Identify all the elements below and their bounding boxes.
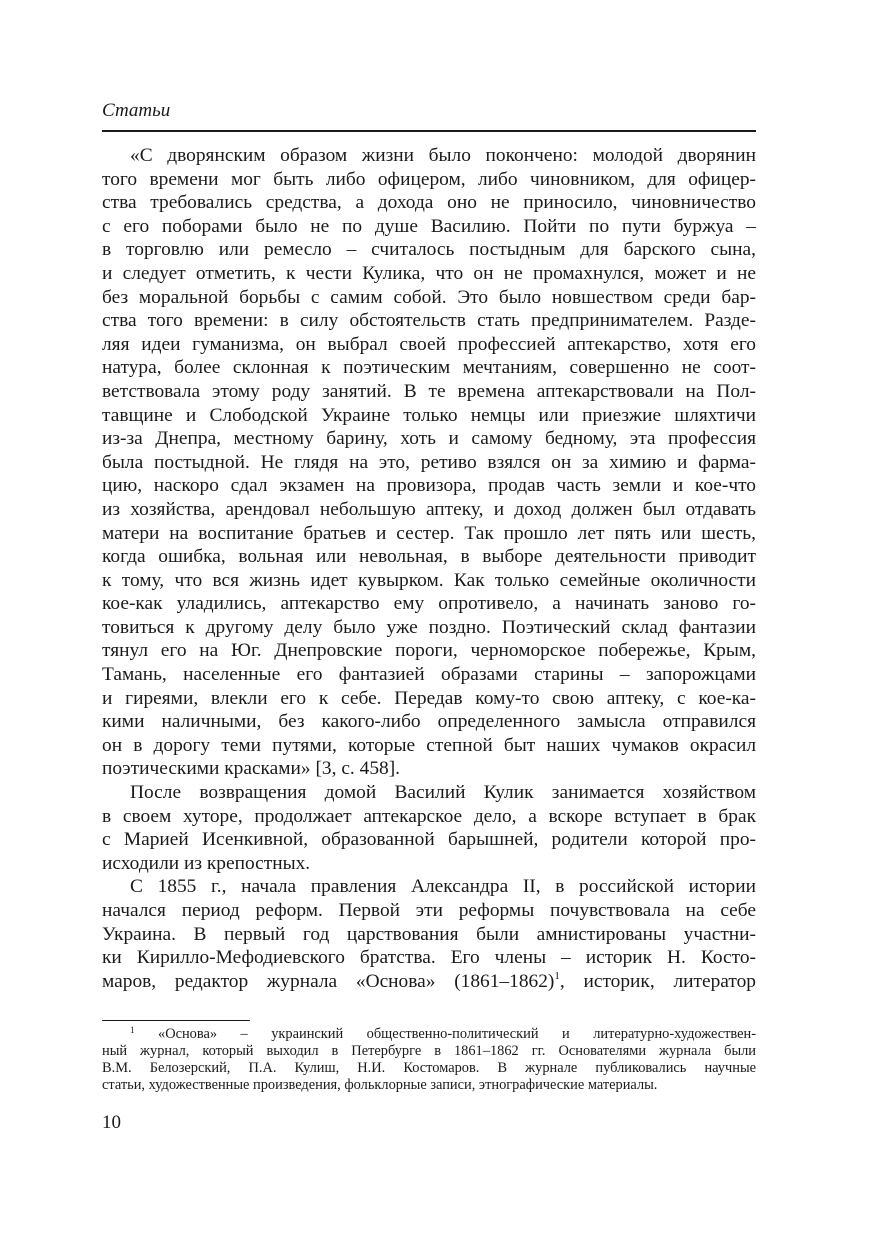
text-line: Украина. В первый год царствования были амнистированы участни-	[102, 923, 756, 945]
header-rule	[102, 130, 756, 132]
paragraph	[102, 144, 756, 781]
text-line: из-за Днепра, местному барину, хоть и самому бедному, эта профессия	[102, 428, 756, 450]
text-line: в своем хуторе, продолжает аптекарское дело, а вскоре вступает в брак	[102, 805, 756, 827]
text-line	[102, 970, 756, 994]
book-page	[102, 0, 756, 1241]
paragraph	[102, 781, 756, 875]
text-line: была постыдной. Не глядя на это, ретиво взялся он за химию и фарма-	[102, 451, 756, 473]
footnote-line	[102, 1026, 756, 1043]
text-line: После возвращения домой Василий Кулик занимается хозяйством	[130, 782, 756, 804]
text-line: ляя идеи гуманизма, он выбрал своей профессией аптекарство, хотя его	[102, 333, 756, 355]
text-segment: , историк, литератор	[559, 970, 756, 992]
text-line: матери на воспитание братьев и сестер. Так прошло лет пять или шесть,	[102, 522, 756, 544]
page-number: 10	[102, 1112, 121, 1133]
text-line: того времени мог быть либо офицером, либо чиновником, для офицер-	[102, 168, 756, 190]
running-head: Статьи	[102, 100, 171, 121]
text-line: с Марией Исенкивной, образованной барышней, родители которой про-	[102, 829, 756, 851]
text-line: товиться к другому делу было уже поздно. Поэтический склад фантазии	[102, 616, 756, 638]
footnote-mark: 1	[130, 1025, 135, 1035]
text-line: к тому, что вся жизнь идет кувырком. Как только семейные околичности	[102, 569, 756, 591]
footnote	[102, 1026, 756, 1094]
text-line: и гиреями, влекли его к себе. Передав кому-то свою аптеку, с кое-ка-	[102, 687, 756, 709]
text-line: поэтическими красками» [3, с. 458].	[102, 758, 401, 780]
text-line: он в дорогу теми путями, которые степной быт наших чумаков окрасил	[102, 734, 756, 756]
text-line: ветствовала этому роду занятий. В те времена аптекарствовали на Пол-	[102, 380, 756, 402]
text-line: ства требовались средства, а дохода оно не приносило, чиновничество	[102, 192, 756, 214]
footnote-line: В.М. Белозерский, П.А. Кулиш, Н.И. Костомаров. В журнале публиковались научные	[102, 1060, 756, 1076]
text-line: Тамань, населенные его фантазией образами старины – запорожцами	[102, 664, 756, 686]
text-line: в торговлю или ремесло – считалось постыдным для барского сына,	[102, 239, 756, 261]
text-line: «С дворянским образом жизни было покончено: молодой дворянин	[130, 145, 756, 166]
text-line: из хозяйства, арендовал небольшую аптеку, и доход должен был отдавать	[102, 498, 756, 520]
text-line: без моральной борьбы с самим собой. Это было новшеством среди бар-	[102, 286, 756, 308]
text-line: тянул его на Юг. Днепровские пороги, черноморское побережье, Крым,	[102, 640, 756, 662]
text-line: и следует отметить, к чести Кулика, что он не промахнулся, может и не	[102, 262, 756, 284]
body-text	[102, 144, 756, 993]
footnote-ref[interactable]: 1	[554, 969, 560, 982]
text-line: исходили из крепостных.	[102, 852, 311, 874]
text-line: кими наличными, без какого-либо определенного замысла отправился	[102, 711, 756, 733]
text-line: ства того времени: в силу обстоятельств стать предпринимателем. Разде-	[102, 310, 756, 332]
footnote-line: ный журнал, который выходил в Петербурге в 1861–1862 гг. Основателями журнала были	[102, 1043, 756, 1059]
text-line: С 1855 г., начала правления Александра II, в российской истории	[130, 876, 756, 898]
text-line: с его поборами было не по душе Василию. Пойти по пути буржуа –	[102, 215, 756, 237]
text-line: когда ошибка, вольная или невольная, в выборе деятельности приводит	[102, 546, 756, 568]
text-line: начался период реформ. Первой эти реформы почувствовала на себе	[102, 900, 756, 921]
text-segment: маров, редактор журнала «Основа» (1861–1862)	[102, 970, 555, 992]
paragraph	[102, 875, 756, 993]
text-line: тавщине и Слободской Украине только немцы или приезжие шляхтичи	[102, 404, 756, 426]
footnote-line: статьи, художественные произведения, фольклорные записи, этнографические материалы.	[102, 1077, 658, 1093]
footnote-text: «Основа» – украинский общественно-политический и литературно-художествен-	[158, 1026, 756, 1042]
text-line: натура, более склонная к поэтическим мечтаниям, совершенно не соот-	[102, 357, 756, 379]
text-line: цию, наскоро сдал экзамен на провизора, продав часть земли и кое-что	[102, 475, 756, 497]
footnote-rule	[102, 1020, 250, 1021]
text-line: кое-как уладились, аптекарство ему опротивело, а начинать заново го-	[102, 593, 756, 615]
text-line: ки Кирилло-Мефодиевского братства. Его члены – историк Н. Косто-	[102, 947, 756, 969]
